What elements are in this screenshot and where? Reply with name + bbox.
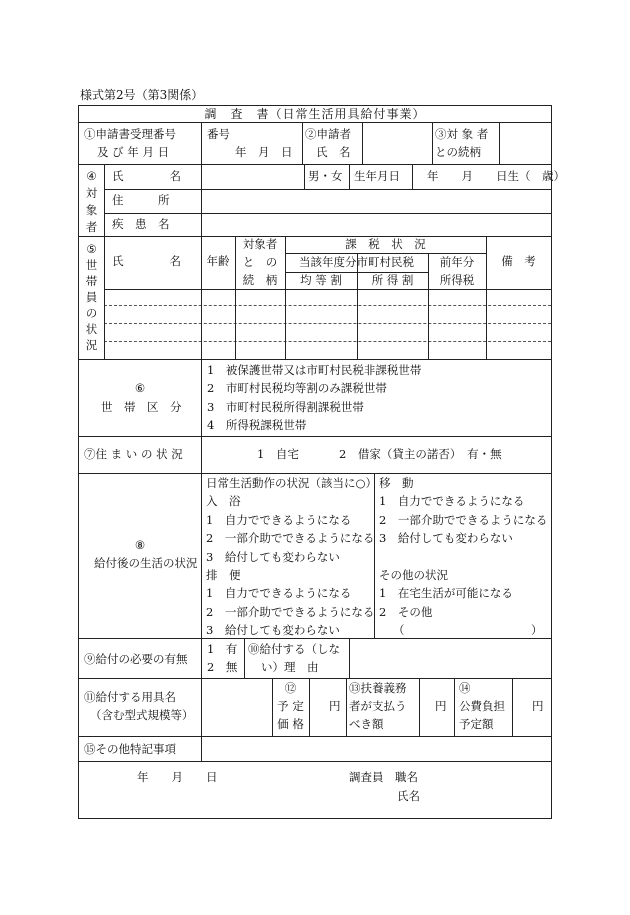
form-number: 様式第2号（第3関係） [80,88,204,102]
public-label-line2: 予定額 [459,717,494,731]
life-left-line: 2 一部介助でできるようになる [206,531,375,546]
classification-option: 1 被保護世帯又は市町村民税非課税世帯 [207,363,422,377]
life-right-line: 1 在宅生活が可能になる [379,586,513,601]
equipment-label-line2: （含む型式規模等） [90,708,194,722]
relation-label-line2: との続柄 [435,145,481,159]
life-left-line: 3 給付しても変わらない [206,549,340,564]
receipt-label-line1: ①申請書受理番号 [84,127,176,141]
household-label-4: の [85,306,98,320]
household-label-1: 世 [85,258,98,272]
life-right-line: （ ） [393,623,543,638]
subject-label-3: 者 [85,220,98,234]
sheet-title: 調 査 書（日常生活用具給付事業） [79,106,551,123]
reason-label-line2: い）理 由 [261,660,319,674]
life-right-list [379,474,547,640]
life-right-line: 2 一部介助でできるようになる [379,512,548,527]
investigator-title: 調査員 職名 [349,770,418,784]
survey-sheet [78,105,565,819]
gender-field: 男・女 [308,169,343,183]
life-num: ⑧ [134,538,146,552]
reason-label-line1: ⑩給付する（しな [248,642,340,656]
necessity-label: ⑨給付の必要の有無 [84,652,188,666]
per-capita-header: 均 等 割 [300,273,342,287]
household-name-header: 氏 名 [112,254,181,268]
tax-status-header: 課 税 状 況 [345,237,426,251]
household-label-5: 状 [85,322,98,336]
price-num: ⑫ [284,681,297,695]
applicant-label-line1: ②申請者 [305,127,351,141]
support-label-line3: べき額 [349,717,384,731]
life-left-line: 日常生活動作の状況（該当に○） [206,476,378,490]
household-label-3: 員 [85,290,98,304]
relation-header-2: と の [242,255,278,269]
prev-year-header-2: 所得税 [439,273,475,287]
life-right-line: 2 その他 [379,604,433,619]
equipment-label-line1: ⑪給付する用具名 [84,690,176,704]
life-right-line [379,548,547,566]
life-right-line: 3 給付しても変わらない [379,531,513,546]
life-left-line: 入 浴 [206,494,241,509]
housing-option-rent: 2 借家（貸主の諾否） 有・無 [339,447,502,461]
life-right-line: 1 自力でできるようになる [379,494,525,509]
housing-option-own: 1 自宅 [257,447,299,461]
age-header: 年齢 [206,254,230,268]
housing-label: ⑦住 ま い の 状 況 [84,447,183,461]
support-label-line1: ⑬扶養義務 [349,681,407,695]
address-label: 住 所 [112,193,170,207]
life-label: 給付後の生活の状況 [94,556,198,570]
subject-name-label: 氏 名 [112,169,181,183]
life-left-line: 1 自力でできるようになる [206,586,352,601]
investigator-name: 氏名 [397,789,420,803]
other-label: ⑮その他特記事項 [84,742,176,756]
classification-label: 世 帯 区 分 [101,400,182,414]
birth-date-label: 生年月日 [354,169,400,183]
receipt-label-line2: 及 び 年 月 日 [97,145,170,159]
classification-options [207,361,421,435]
life-left-line: 1 自力でできるようになる [206,512,352,527]
relation-header-3: 続 柄 [242,273,278,287]
birth-date-format: 年 月 日生（ 歳） [427,169,565,183]
life-left-line: 2 一部介助でできるようになる [206,604,375,619]
life-left-line: 3 給付しても変わらない [206,623,340,638]
classification-option: 4 所得税課税世帯 [207,418,307,433]
receipt-date-labels: 年 月 日 [235,145,293,159]
household-label-0: ⑤ [86,242,97,256]
public-label-line1: 公費負担 [459,699,505,713]
support-label-line2: 者が支払う [349,699,407,713]
life-right-line: その他の状況 [379,568,448,583]
disease-label: 疾 患 名 [112,217,170,231]
necessity-option-yes: 1 有 [207,642,238,656]
remarks-header: 備 考 [501,254,536,268]
price-label-line2: 価 格 [277,717,304,731]
prev-year-header-1: 前年分 [439,255,475,269]
household-label-6: 況 [85,338,98,352]
subject-label-0: ④ [86,169,97,183]
price-yen: 円 [329,699,341,713]
classification-option: 2 市町村民税均等割のみ課税世帯 [207,381,387,396]
classification-option: 3 市町村民税所得割課税世帯 [207,399,364,414]
income-levy-header: 所 得 割 [371,273,414,287]
applicant-label-line2: 氏 名 [316,145,351,159]
necessity-option-no: 2 無 [207,660,238,674]
classification-num: ⑥ [134,381,146,395]
support-yen: 円 [435,699,447,713]
public-num: ⑭ [459,681,471,695]
municipal-tax-header: 当該年度分市町村民税 [299,255,414,269]
subject-label-1: 対 [85,186,98,200]
life-left-list [206,474,377,640]
footer-date: 年 月 日 [137,770,218,784]
life-right-line: 移 動 [379,476,414,490]
household-label-2: 帯 [85,274,98,288]
public-yen: 円 [532,699,544,713]
subject-label-2: 象 [85,203,98,217]
relation-label-line1: ③対 象 者 [435,127,489,141]
price-label-line1: 予 定 [277,699,304,713]
relation-header-1: 対象者 [242,237,278,251]
number-label: 番号 [207,127,230,141]
life-left-line: 排 便 [206,568,241,583]
